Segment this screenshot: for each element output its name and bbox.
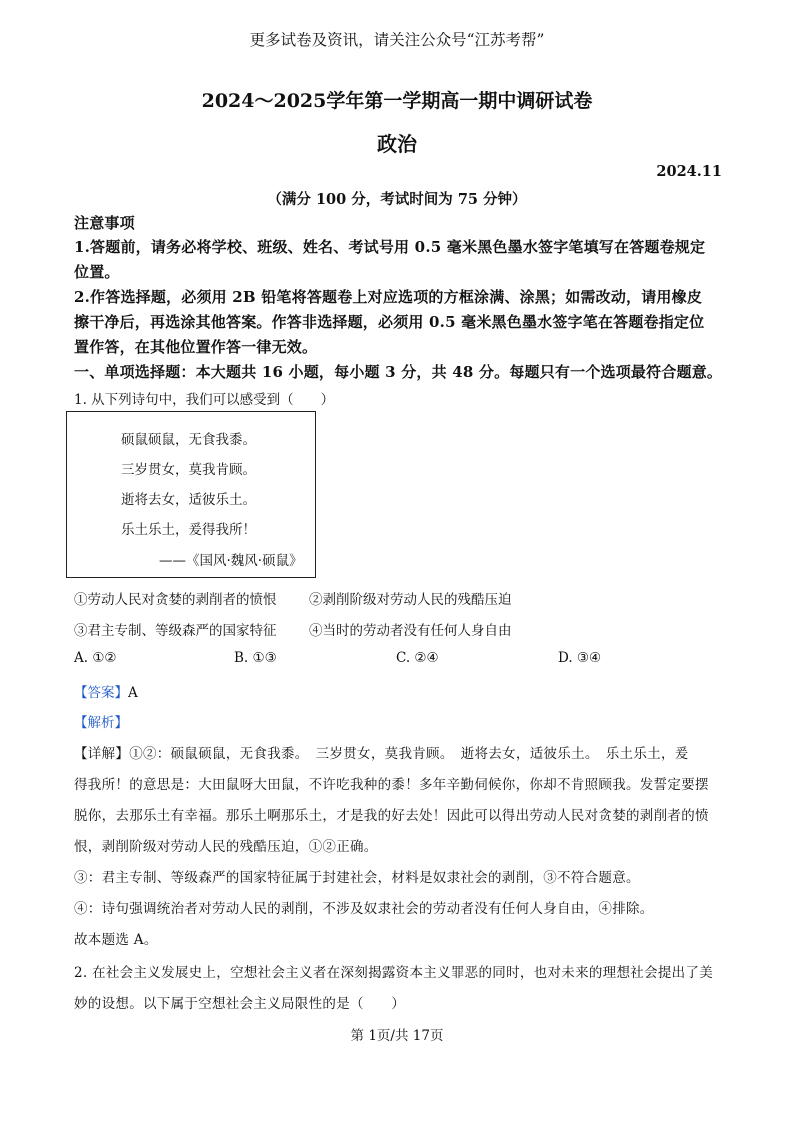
page-footer: 第 1页/共 17页 — [350, 1028, 444, 1044]
question-1-stem: 1. 从下列诗句中，我们可以感受到（ ） — [74, 392, 335, 408]
detail-line: 恨，剥削阶级对劳动人民的残酷压迫，①②正确。 — [74, 839, 378, 855]
header-note: 更多试卷及资讯，请关注公众号“江苏考帮” — [249, 31, 545, 49]
detail-line: ③：君主专制、等级森严的国家特征属于封建社会，材料是奴隶社会的剥削，③不符合题意。 — [74, 870, 640, 886]
detail-line: 脱你，去那乐土有幸福。那乐土啊那乐土，才是我的好去处！因此可以得出劳动人民对贪婪的剥削者的愤 — [74, 808, 709, 824]
option-b: B. ①③ — [234, 650, 277, 666]
question-2-stem: 2. 在社会主义发展史上，空想社会主义者在深刻揭露资本主义罪恶的同时，也对未来的理想社会提出了美 — [74, 965, 714, 981]
poem-box — [66, 411, 316, 578]
answer-row — [74, 681, 138, 701]
exam-title: 2024～2025学年第一学期高一期中调研试卷 — [201, 90, 593, 112]
detail-label: 【详解】 — [74, 746, 130, 762]
detail-line: ④：诗句强调统治者对劳动人民的剥削，不涉及奴隶社会的劳动者没有任何人身自由，④排除。 — [74, 901, 654, 917]
notice-heading: 注意事项 — [74, 214, 135, 232]
poem-line: 乐土乐土，爰得我所！ — [121, 522, 256, 538]
exam-date: 2024.11 — [656, 163, 722, 180]
question-2-stem: 妙的设想。以下属于空想社会主义局限性的是（ ） — [74, 996, 406, 1012]
section-heading: 一、单项选择题：本大题共 16 小题，每小题 3 分，共 48 分。每题只有一个选项最符合题意。 — [74, 363, 723, 381]
score-info: （满分 100 分，考试时间为 75 分钟） — [267, 191, 527, 208]
notice-line: 擦干净后，再选涂其他答案。作答非选择题，必须用 0.5 毫米黑色墨水签字笔在答题卷指定位 — [74, 313, 705, 331]
poem-line: 三岁贯女，莫我肯顾。 — [121, 462, 256, 478]
statement-3: ③君主专制、等级森严的国家特征 — [74, 623, 277, 639]
poem-source: ——《国风·魏风·硕鼠》 — [159, 553, 303, 569]
notice-line: 位置。 — [74, 263, 120, 281]
answer-label: 【答案】 — [74, 685, 128, 701]
option-d: D. ③④ — [558, 650, 602, 666]
option-a: A. ①② — [74, 650, 117, 666]
detail-line: 得我所！的意思是：大田鼠呀大田鼠，不许吃我种的黍！多年辛勤伺候你，你却不肯照顾我。发誓定要摆 — [74, 777, 709, 793]
exam-subject: 政治 — [377, 132, 417, 156]
answer-value: A — [128, 685, 138, 701]
detail-line: 故本题选 A。 — [74, 932, 158, 948]
detail-line — [74, 742, 689, 762]
poem-line: 逝将去女，适彼乐土。 — [121, 492, 256, 508]
notice-line: 1.答题前，请务必将学校、班级、姓名、考试号用 0.5 毫米黑色墨水签字笔填写在答题卷规定 — [74, 238, 706, 256]
statement-4: ④当时的劳动者没有任何人身自由 — [309, 623, 512, 639]
option-c: C. ②④ — [396, 650, 439, 666]
statement-2: ②剥削阶级对劳动人民的残酷压迫 — [309, 592, 512, 608]
analysis-label: 【解析】 — [74, 715, 128, 731]
poem-line: 硕鼠硕鼠，无食我黍。 — [121, 432, 256, 448]
notice-line: 置作答，在其他位置作答一律无效。 — [74, 338, 318, 356]
statement-1: ①劳动人民对贪婪的剥削者的愤恨 — [74, 592, 277, 608]
detail-text: ①②：硕鼠硕鼠，无食我黍。 三岁贯女，莫我肯顾。 逝将去女，适彼乐土。 乐土乐土，爰 — [129, 746, 689, 762]
notice-line: 2.作答选择题，必须用 2B 铅笔将答题卷上对应选项的方框涂满、涂黑；如需改动，请用橡皮 — [74, 288, 703, 306]
